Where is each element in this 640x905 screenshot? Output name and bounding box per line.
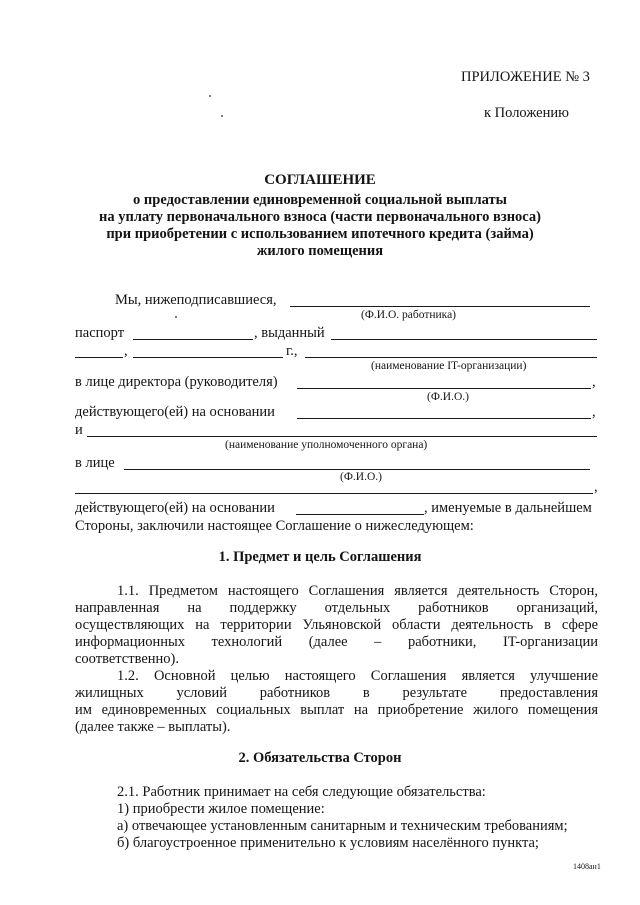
representative-extra-field[interactable] xyxy=(75,493,593,494)
section-2-line-2: 1) приобрести жилое помещение: xyxy=(117,801,325,817)
authorized-body-caption: (наименование уполномоченного органа) xyxy=(225,439,428,451)
issue-day-field[interactable] xyxy=(75,357,123,358)
section-1-heading: 1. Предмет и цель Соглашения xyxy=(218,549,422,565)
issued-label: , выданный xyxy=(254,325,325,341)
to-regulation: к Положению xyxy=(484,105,569,121)
section-2-line-1: 2.1. Работник принимает на себя следующие обязательства: xyxy=(117,784,486,800)
it-organization-caption: (наименование IT-организации) xyxy=(371,360,527,372)
employee-name-field[interactable] xyxy=(290,306,590,307)
director-name-field[interactable] xyxy=(297,388,591,389)
issue-date-field[interactable] xyxy=(133,357,283,358)
and-label: и xyxy=(75,422,83,438)
we-undersigned-label: Мы, нижеподписавшиеся, xyxy=(115,292,277,308)
section-2-heading: 2. Обязательства Сторон xyxy=(238,750,402,766)
section-1-p2-line-4: (далее также – выплаты). xyxy=(75,719,231,735)
scan-speck xyxy=(175,316,177,318)
acting-basis-label: действующего(ей) на основании xyxy=(75,404,275,420)
document-code: 1408ан1 xyxy=(573,862,601,871)
section-1-p1-line-2: направленная на поддержку отдельных работников организаций, xyxy=(75,600,598,616)
scan-speck xyxy=(209,95,211,97)
representative-name-caption: (Ф.И.О.) xyxy=(340,471,382,483)
section-1-p2-line-3: им единовременных социальных выплат на приобретение жилого помещения xyxy=(75,702,598,718)
acting-basis-comma: , xyxy=(592,404,596,420)
authorized-body-field[interactable] xyxy=(87,436,597,437)
appendix-number: ПРИЛОЖЕНИЕ № 3 xyxy=(461,69,590,85)
title-line-4: жилого помещения xyxy=(256,243,384,259)
director-comma: , xyxy=(592,374,596,390)
passport-issuer-field[interactable] xyxy=(331,339,597,340)
section-1-p2-line-2: жилищных условий работников в результате предоставления xyxy=(75,685,598,701)
acting-basis-field[interactable] xyxy=(297,418,591,419)
year-label: г., xyxy=(286,343,298,359)
it-organization-field[interactable] xyxy=(305,357,597,358)
section-1-p1-line-3: осуществляющих на территории Ульяновской области деятельность в сфере xyxy=(75,617,598,633)
section-1-p1-line-5: соответственно). xyxy=(75,651,179,667)
director-label: в лице директора (руководителя) xyxy=(75,374,278,390)
acting-basis-label-2: действующего(ей) на основании xyxy=(75,500,275,516)
hereinafter-label: , именуемые в дальнейшем xyxy=(424,500,592,516)
section-1-p2-line-1: 1.2. Основной целью настоящего Соглашения является улучшение xyxy=(117,668,598,684)
section-1-p1-line-1: 1.1. Предметом настоящего Соглашения является деятельность Сторон, xyxy=(117,583,598,599)
document-title: СОГЛАШЕНИЕ xyxy=(264,172,376,188)
section-2-line-4: б) благоустроенное применительно к условиям населённого пункта; xyxy=(117,835,539,851)
title-line-3: при приобретении с использованием ипотечного кредита (займа) xyxy=(106,226,534,242)
scan-speck xyxy=(221,115,223,117)
acting-basis-field-2[interactable] xyxy=(296,514,424,515)
passport-label: паспорт xyxy=(75,325,125,341)
section-1-p1-line-4: информационных технологий (далее – работники, IT-организации xyxy=(75,634,598,650)
director-name-caption: (Ф.И.О.) xyxy=(427,391,469,403)
passport-number-field[interactable] xyxy=(133,339,253,340)
date-comma: , xyxy=(124,343,128,359)
employee-name-caption: (Ф.И.О. работника) xyxy=(361,309,457,321)
title-line-1: о предоставлении единовременной социальной выплаты xyxy=(133,192,507,208)
representative-name-field[interactable] xyxy=(124,469,590,470)
parties-concluded: Стороны, заключили настоящее Соглашение о нижеследующем: xyxy=(75,518,474,534)
section-2-line-3: а) отвечающее установленным санитарным и техническим требованиям; xyxy=(117,818,568,834)
in-person-label: в лице xyxy=(75,455,115,471)
title-line-2: на уплату первоначального взноса (части первоначального взноса) xyxy=(99,209,541,225)
representative-comma: , xyxy=(594,479,598,495)
